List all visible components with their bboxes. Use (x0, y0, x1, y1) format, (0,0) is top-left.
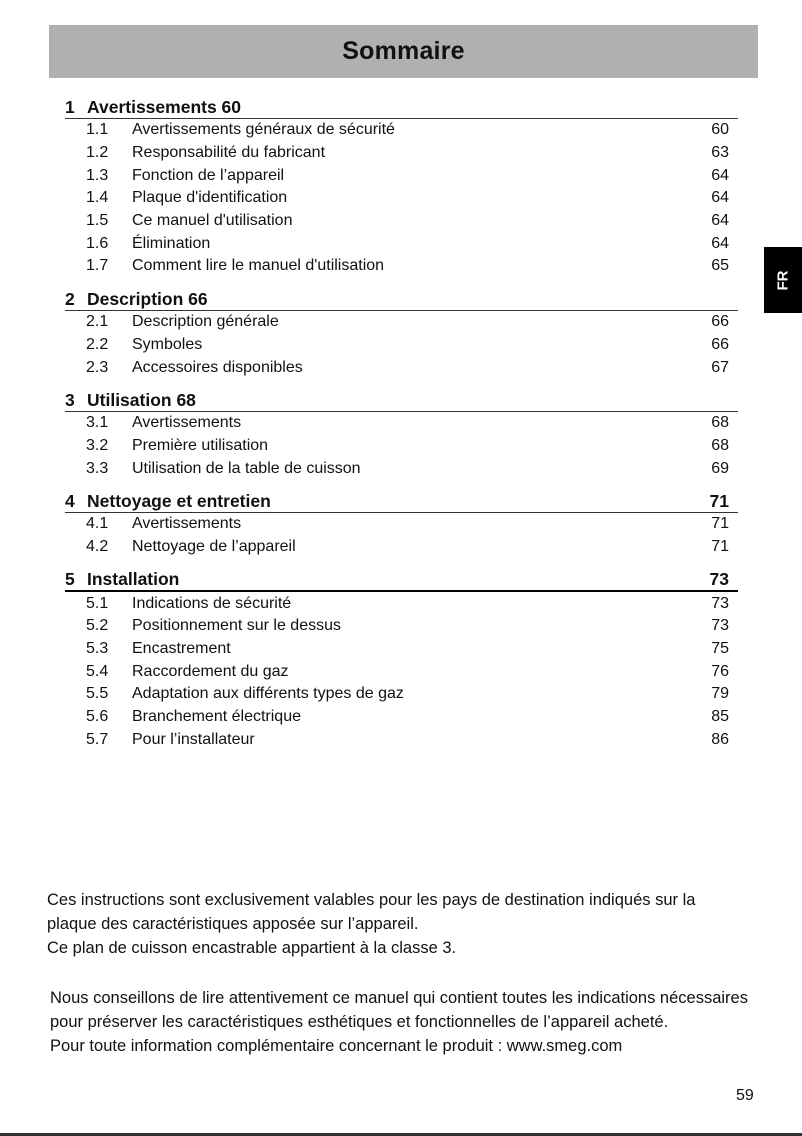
toc-entry[interactable] (65, 119, 738, 142)
validity-note (47, 888, 747, 960)
entry-number: 1.1 (86, 121, 109, 139)
entry-page: 85 (711, 708, 729, 726)
toc-entry[interactable] (65, 412, 738, 435)
entry-page: 71 (711, 537, 729, 555)
toc-entry[interactable] (65, 592, 738, 615)
entry-page: 73 (711, 594, 729, 612)
entry-page: 76 (711, 662, 729, 680)
toc-entry[interactable] (65, 435, 738, 458)
entry-number: 5.1 (86, 594, 109, 612)
toc-entry[interactable] (65, 706, 738, 729)
entry-page: 86 (711, 730, 729, 748)
advice-paragraph: Nous conseillons de lire attentivement ce manuel qui contient toutes les indications nécessaires pour préserver les caractéristiques esthétiques et fonctionnelles de l’appareil acheté. (50, 989, 748, 1031)
entry-label: Utilisation de la table de cuisson (132, 459, 361, 477)
entry-label: Comment lire le manuel d'utilisation (132, 257, 385, 275)
section-title: Installation (87, 569, 180, 590)
entry-page: 68 (711, 436, 729, 454)
website-paragraph: Pour toute information complémentaire concernant le produit : www.smeg.com (50, 1037, 623, 1055)
entry-number: 1.5 (86, 212, 109, 230)
entry-page: 64 (711, 212, 729, 230)
entry-number: 1.7 (86, 257, 109, 275)
section-number: 5 (65, 569, 75, 590)
entry-number: 4.2 (86, 537, 109, 555)
entry-page: 67 (711, 358, 729, 376)
entry-number: 5.6 (86, 708, 109, 726)
toc-section-4 (65, 486, 738, 558)
toc-entry[interactable] (65, 660, 738, 683)
entry-page: 71 (711, 515, 729, 533)
toc-section-5 (65, 564, 738, 751)
entry-number: 2.2 (86, 335, 109, 353)
entry-number: 2.3 (86, 358, 109, 376)
toc-entry[interactable] (65, 334, 738, 357)
entry-number: 2.1 (86, 313, 109, 331)
entry-number: 3.2 (86, 436, 109, 454)
entry-page: 68 (711, 414, 729, 432)
page-title: Sommaire (342, 37, 465, 65)
entry-number: 1.2 (86, 144, 109, 162)
entry-label: Avertissements (132, 414, 242, 432)
section-title: Nettoyage et entretien (87, 490, 271, 511)
toc-entry[interactable] (65, 255, 738, 278)
entry-label: Responsabilité du fabricant (132, 144, 326, 162)
class-paragraph: Ce plan de cuisson encastrable appartient à la classe 3. (47, 939, 457, 957)
entry-label: Encastrement (132, 640, 231, 658)
entry-page: 79 (711, 685, 729, 703)
toc-entry[interactable] (65, 457, 738, 480)
section-page: 73 (709, 569, 729, 590)
toc-entry[interactable] (65, 164, 738, 187)
toc-entry[interactable] (65, 728, 738, 751)
entry-label: Avertissements généraux de sécurité (132, 121, 395, 139)
entry-number: 5.2 (86, 617, 109, 635)
section-title: Description 66 (87, 288, 208, 309)
entry-label: Plaque d'identification (132, 189, 288, 207)
entry-page: 63 (711, 144, 729, 162)
toc-entry[interactable] (65, 638, 738, 661)
entry-number: 5.3 (86, 640, 109, 658)
title-bar (49, 25, 758, 78)
entry-page: 73 (711, 617, 729, 635)
language-tab (764, 247, 802, 313)
entry-number: 1.6 (86, 234, 109, 252)
page-number: 59 (736, 1087, 754, 1104)
language-tab-label: FR (774, 270, 792, 290)
entry-number: 5.4 (86, 662, 109, 680)
section-number: 2 (65, 288, 75, 309)
entry-page: 60 (711, 121, 729, 139)
section-heading[interactable] (65, 92, 738, 119)
entry-label: Accessoires disponibles (132, 358, 303, 376)
entry-label: Première utilisation (132, 436, 269, 454)
table-of-contents (65, 92, 738, 751)
section-number: 1 (65, 97, 75, 117)
section-title: Utilisation 68 (87, 389, 196, 410)
entry-page: 64 (711, 189, 729, 207)
entry-label: Branchement électrique (132, 708, 301, 726)
toc-section-1 (65, 92, 738, 278)
toc-entry[interactable] (65, 311, 738, 334)
entry-label: Positionnement sur le dessus (132, 617, 341, 635)
entry-page: 66 (711, 335, 729, 353)
entry-page: 65 (711, 257, 729, 275)
entry-label: Raccordement du gaz (132, 662, 289, 680)
section-heading[interactable] (65, 284, 738, 311)
section-heading[interactable] (65, 385, 738, 412)
section-title: Avertissements 60 (87, 97, 242, 117)
section-number: 4 (65, 490, 75, 511)
section-page: 71 (709, 490, 729, 511)
section-number: 3 (65, 389, 75, 410)
entry-page: 64 (711, 166, 729, 184)
entry-label: Indications de sécurité (132, 594, 292, 612)
entry-number: 1.4 (86, 189, 109, 207)
entry-page: 69 (711, 459, 729, 477)
entry-label: Nettoyage de l’appareil (132, 537, 296, 555)
entry-page: 66 (711, 313, 729, 331)
entry-label: Symboles (132, 335, 203, 353)
toc-entry[interactable] (65, 356, 738, 379)
section-heading[interactable] (65, 486, 738, 513)
entry-number: 3.3 (86, 459, 109, 477)
toc-section-3 (65, 385, 738, 480)
entry-label: Pour l’installateur (132, 730, 255, 748)
entry-label: Ce manuel d'utilisation (132, 212, 293, 230)
toc-entry[interactable] (65, 142, 738, 165)
section-heading[interactable] (65, 564, 738, 592)
entry-page: 75 (711, 640, 729, 658)
entry-number: 3.1 (86, 414, 109, 432)
entry-number: 1.3 (86, 166, 109, 184)
entry-label: Adaptation aux différents types de gaz (132, 685, 404, 703)
toc-entry[interactable] (65, 232, 738, 255)
entry-number: 5.7 (86, 730, 109, 748)
entry-label: Fonction de l’appareil (132, 166, 285, 184)
entry-number: 4.1 (86, 515, 109, 533)
toc-section-2 (65, 284, 738, 379)
validity-paragraph: Ces instructions sont exclusivement valables pour les pays de destination indiqués sur la plaque des caractéristiques apposée sur l’appareil. (47, 891, 696, 933)
entry-page: 64 (711, 234, 729, 252)
toc-entry[interactable] (65, 187, 738, 210)
entry-label: Avertissements (132, 515, 242, 533)
toc-entry[interactable] (65, 513, 738, 536)
toc-entry[interactable] (65, 615, 738, 638)
toc-entry[interactable] (65, 536, 738, 559)
toc-entry[interactable] (65, 210, 738, 233)
entry-label: Description générale (132, 313, 279, 331)
entry-number: 5.5 (86, 685, 109, 703)
toc-entry[interactable] (65, 683, 738, 706)
entry-label: Élimination (132, 234, 211, 252)
advice-note (50, 986, 760, 1058)
